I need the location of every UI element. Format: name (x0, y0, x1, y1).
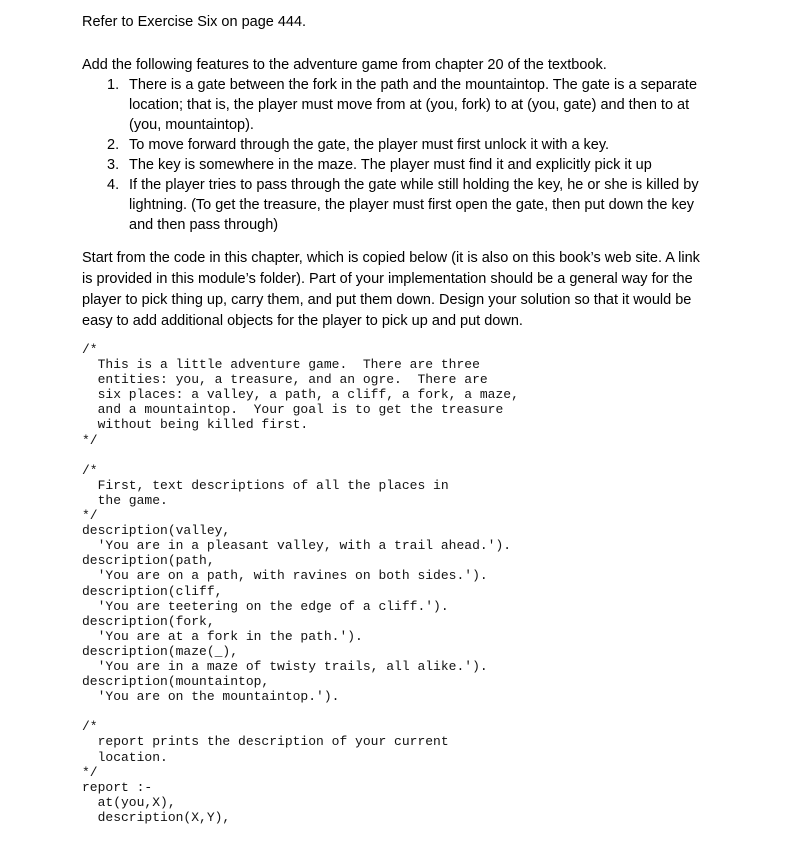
code-listing (82, 342, 519, 825)
intro-text: Refer to Exercise Six on page 444. (82, 14, 307, 30)
feature-number: 2. (107, 137, 120, 153)
code-line: /* (82, 342, 98, 357)
feature-text: If the player tries to pass through the gate while still holding the key, he or she is killed by lightning. (To get the treasure, the player must first open the gate, then put down the key and then pass through) (129, 177, 699, 233)
feature-item (107, 155, 719, 175)
code-line: description(mountaintop, (82, 674, 270, 690)
code-line: the game. (82, 492, 168, 508)
code-line (82, 448, 519, 463)
code-line: description(valley, (82, 523, 231, 539)
code-line: */ (82, 764, 98, 780)
code-line: 'You are on a path, with ravines on both sides.'). (82, 568, 488, 584)
code-line: description(fork, (82, 613, 215, 629)
code-line: 'You are at a fork in the path.'). (82, 628, 363, 644)
code-line: at(you,X), (82, 794, 176, 810)
code-line: description(X,Y), (82, 809, 231, 825)
feature-list (107, 75, 719, 235)
code-line: report :- (82, 779, 153, 795)
feature-item (107, 175, 719, 235)
code-line: /* (82, 719, 98, 735)
code-line: description(maze(_), (82, 643, 239, 659)
code-line: six places: a valley, a path, a cliff, a fork, a maze, (82, 387, 519, 403)
code-line: and a mountaintop. Your goal is to get the treasure (82, 402, 504, 418)
code-line: entities: you, a treasure, and an ogre. There are (82, 372, 488, 388)
features-intro-text: Add the following features to the adventure game from chapter 20 of the textbook. (82, 57, 607, 73)
code-line: 'You are in a pleasant valley, with a trail ahead.'). (82, 538, 512, 554)
code-line (82, 704, 519, 719)
code-line: description(path, (82, 553, 215, 569)
feature-number: 4. (107, 177, 120, 193)
code-line: */ (82, 432, 98, 448)
start-paragraph: Start from the code in this chapter, which is copied below (it is also on this book’s web site. A link is provided in this module’s folder). Part of your implementation should be a general way for the player to pick thing up, carry them, and put them down. Design your solution so that it would be easy to add additional objects for the player to pick up and put down. (82, 250, 700, 329)
code-line: This is a little adventure game. There are three (82, 357, 480, 373)
code-line: description(cliff, (82, 583, 223, 599)
code-line: without being killed first. (82, 417, 309, 433)
code-line: 'You are teetering on the edge of a cliff.'). (82, 598, 449, 614)
feature-text: To move forward through the gate, the player must first unlock it with a key. (129, 137, 610, 153)
code-line: /* (82, 462, 98, 478)
feature-number: 1. (107, 77, 120, 93)
code-line: First, text descriptions of all the places in (82, 477, 449, 493)
code-line: 'You are in a maze of twisty trails, all alike.'). (82, 658, 488, 674)
feature-number: 3. (107, 157, 120, 173)
feature-item (107, 135, 719, 155)
code-line: */ (82, 508, 98, 524)
code-line: location. (82, 749, 168, 765)
feature-text: There is a gate between the fork in the path and the mountaintop. The gate is a separate location; that is, the player must move from at (you, fork) to at (you, gate) and then to at (you, mountaintop). (129, 77, 698, 133)
feature-item (107, 75, 719, 135)
feature-text: The key is somewhere in the maze. The player must find it and explicitly pick it up (129, 157, 652, 173)
code-line: report prints the description of your current (82, 734, 449, 750)
code-line: 'You are on the mountaintop.'). (82, 689, 340, 705)
